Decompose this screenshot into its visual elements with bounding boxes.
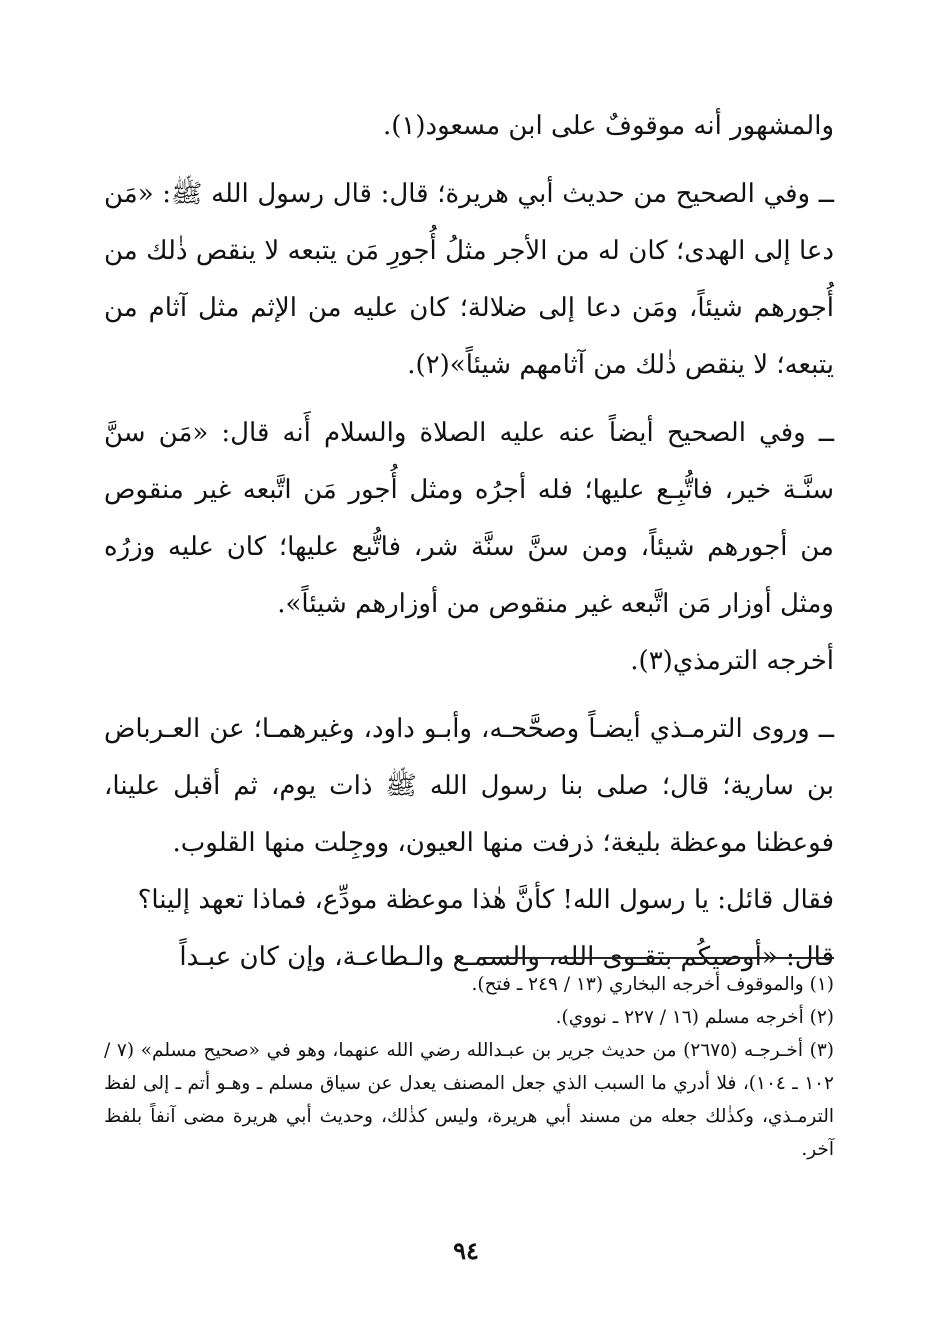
footnote-2: (٢) أخرجه مسلم (١٦ / ٢٢٧ ـ نووي).: [555, 1007, 834, 1028]
paragraph-3: ــ وفي الصحيح أيضاً عنه عليه الصلاة والسلام أَنه قال: «مَن سنَّ سنَّـة خير، فاتُّبِـع عليها؛ فله أجرُه ومثل أُجور مَن اتَّبعه غير منقوص من أجورهم شيئاً، ومن سنَّ سنَّة شر، فاتُّبع عليها؛ كان عليه وزرُه ومثل أوزار مَن اتَّبعه غير منقوص من أوزارهم شيئاً».: [104, 418, 834, 619]
footnote-3: (٣) أخـرجـه (٢٦٧٥) من حديث جرير بن عبـدالله رضي الله عنهما، وهو في «صحيح مسلم» (٧ / ١٠٢ ـ ١٠٤)، فلا أدري ما السبب الذي جعل المصنف يعدل عن سياق مسلم ـ وهـو أتم ـ إلى لفظ الترمـذي، وكذٰلك جعله من مسند أبي هريرة، وليس كذٰلك، وحديث أبي هريرة مضى آنفاً بلفظ آخر.: [104, 1040, 834, 1160]
paragraph-6: فقال قائل: يا رسول الله! كأنَّ هٰذا موعظة مودِّع، فماذا تعهد إلينا؟: [137, 885, 834, 915]
footnotes: [104, 968, 834, 1166]
paragraph-5: ــ وروى الترمـذي أيضـاً وصحَّحـه، وأبـو داود، وغيرهمـا؛ عن العـرباض بن سارية؛ قال؛ صلى بنا رسول الله ﷺ ذات يوم، ثم أقبل علينا، فوعظنا موعظة بليغة؛ ذرفت منها العيون، ووجِلت منها القلوب.: [104, 714, 834, 858]
footnote-separator: [479, 957, 834, 959]
footnote-1: (١) والموقوف أخرجه البخاري (١٣ / ٢٤٩ ـ فتح).: [471, 974, 834, 995]
paragraph-4: أخرجه الترمذي(٣).: [630, 646, 834, 676]
main-text: [104, 98, 834, 986]
page-number: ٩٤: [453, 1236, 479, 1265]
paragraph-1: والمشهور أنه موقوفٌ على ابن مسعود(١).: [382, 111, 834, 141]
paragraph-2: ــ وفي الصحيح من حديث أبي هريرة؛ قال: قال رسول الله ﷺ: «مَن دعا إلى الهدى؛ كان له من الأجر مثلُ أُجورِ مَن يتبعه لا ينقص ذٰلك من أُجورهم شيئاً، ومَن دعا إلى ضلالة؛ كان عليه من الإثم مثل آثام من يتبعه؛ لا ينقص ذٰلك من آثامهم شيئاً»(٢).: [104, 179, 834, 380]
paragraph-7: قال: «أوصيكُم بتقـوى الله، والسمـع والـطاعـة، وإن كان عبـداً: [179, 942, 834, 972]
